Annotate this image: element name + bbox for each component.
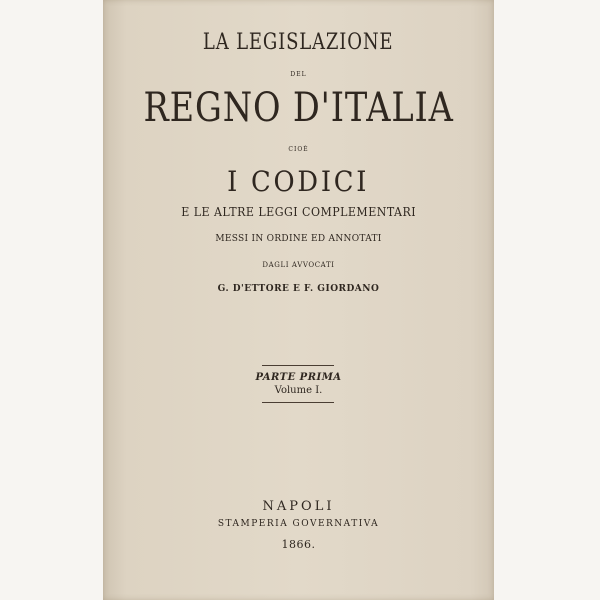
codici-line: I CODICI	[227, 165, 370, 198]
regno-line: REGNO D'ITALIA	[143, 85, 454, 131]
volume-line: Volume I.	[274, 385, 323, 396]
year-line: 1866.	[281, 538, 316, 551]
city-line: NAPOLI	[262, 499, 335, 514]
authors-line: G. D'ETTORE E F. GIORDANO	[217, 284, 380, 294]
title-line: LA LEGISLAZIONE	[203, 30, 394, 55]
rule-top	[262, 365, 334, 366]
printer-line: STAMPERIA GOVERNATIVA	[217, 519, 380, 529]
title-page	[103, 0, 494, 600]
del-line: DEL	[290, 71, 307, 78]
cioe-line: CIOÈ	[288, 146, 309, 153]
leggi-line: E LE ALTRE LEGGI COMPLEMENTARI	[181, 205, 416, 219]
rule-bottom	[262, 402, 334, 403]
dagli-line: DAGLI AVVOCATI	[262, 261, 335, 269]
parte-line: PARTE PRIMA	[255, 372, 342, 383]
messi-line: MESSI IN ORDINE ED ANNOTATI	[215, 234, 382, 244]
